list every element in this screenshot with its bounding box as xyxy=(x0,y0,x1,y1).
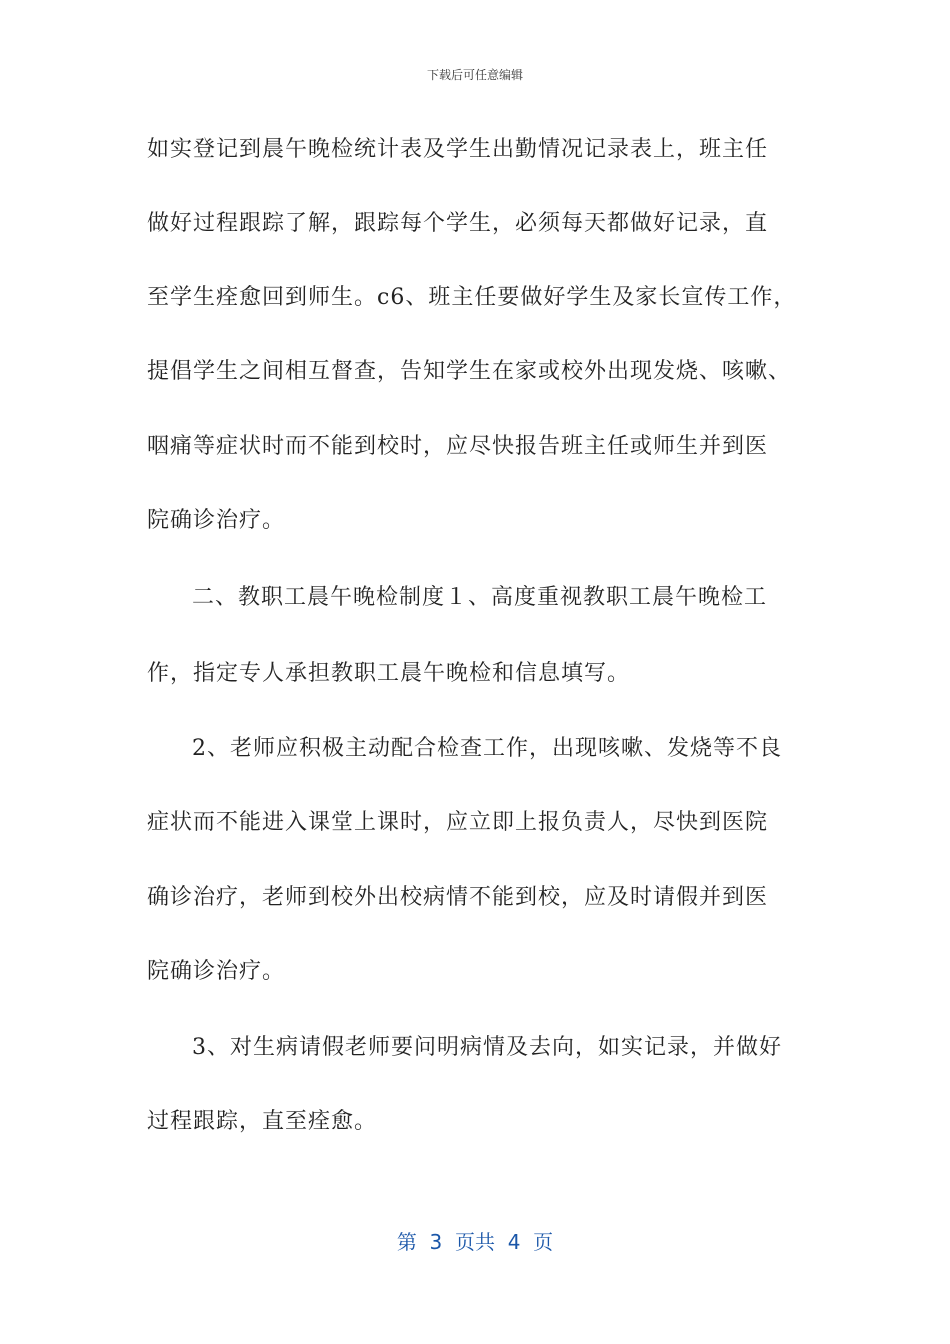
body-line: 至学生痊愈回到师生。c6、班主任要做好学生及家长宣传工作， xyxy=(147,285,797,310)
body-line: 症状而不能进入课堂上课时，应立即上报负责人，尽快到医院 xyxy=(147,810,769,835)
body-line: 如实登记到晨午晚检统计表及学生出勤情况记录表上，班主任 xyxy=(147,137,769,162)
body-line: 院确诊治疗。 xyxy=(147,508,286,533)
body-line: 咽痛等症状时而不能到校时，应尽快报告班主任或师生并到医 xyxy=(147,434,769,459)
body-line: 确诊治疗，老师到校外出校病情不能到校，应及时请假并到医 xyxy=(147,885,769,910)
paragraph-start-line: 2、老师应积极主动配合检查工作，出现咳嗽、发烧等不良 xyxy=(192,736,782,761)
section-heading-line: 二、教职工晨午晚检制度１、高度重视教职工晨午晚检工 xyxy=(192,585,768,610)
paragraph-start-line: 3、对生病请假老师要问明病情及去向，如实记录，并做好 xyxy=(192,1035,782,1060)
header-note: 下载后可任意编辑 xyxy=(426,68,523,82)
page-number-footer: 第 3 页共 4 页 xyxy=(396,1230,554,1254)
body-line: 提倡学生之间相互督查，告知学生在家或校外出现发烧、咳嗽、 xyxy=(147,359,792,384)
body-line: 作，指定专人承担教职工晨午晚检和信息填写。 xyxy=(147,661,631,686)
body-line: 做好过程跟踪了解，跟踪每个学生，必须每天都做好记录，直 xyxy=(147,211,769,236)
body-line: 过程跟踪，直至痊愈。 xyxy=(147,1109,378,1134)
body-line: 院确诊治疗。 xyxy=(147,959,286,984)
